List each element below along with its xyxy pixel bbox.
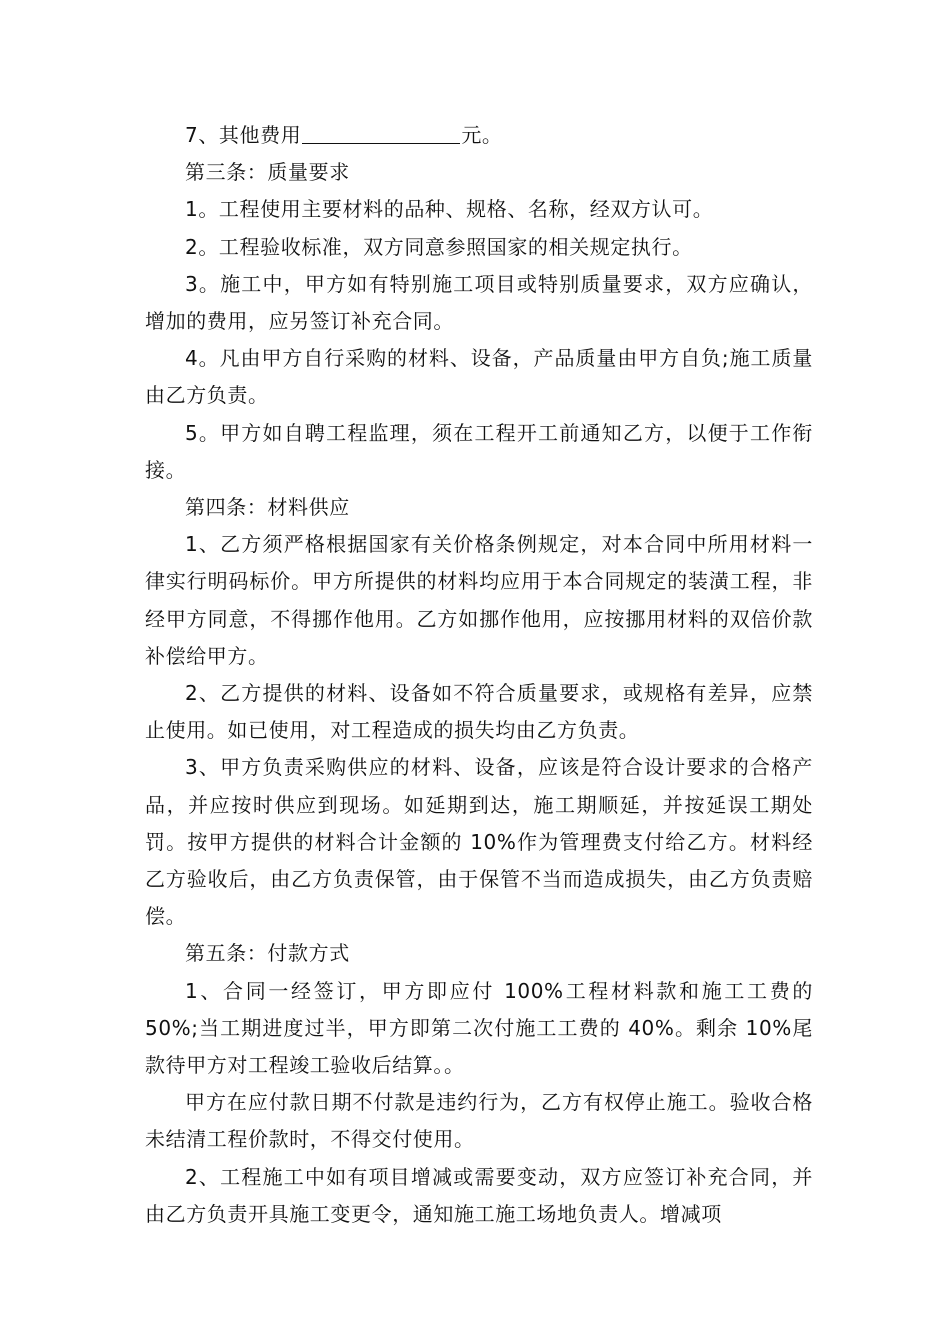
fee-blank <box>302 123 460 144</box>
fee-line <box>145 117 813 154</box>
paragraph: 2、乙方提供的材料、设备如不符合质量要求，或规格有差异，应禁止使用。如已使用，对工程造成的损失均由乙方负责。 <box>145 681 813 743</box>
paragraph: 甲方在应付款日期不付款是违约行为，乙方有权停止施工。验收合格未结清工程价款时，不得交付使用。 <box>145 1090 813 1152</box>
paragraph: 1、合同一经签订，甲方即应付 100%工程材料款和施工工费的 50%;当工期进度过半，甲方即第二次付施工工费的 40%。剩余 10%尾款待甲方对工程竣工验收后结算。。 <box>145 978 813 1078</box>
paragraph: 3。施工中，甲方如有特别施工项目或特别质量要求，双方应确认，增加的费用，应另签订补充合同。 <box>145 271 813 334</box>
fee-line-suffix: 元。 <box>461 123 503 147</box>
section-heading-materials: 第四条：材料供应 <box>185 495 350 520</box>
paragraph: 2、工程施工中如有项目增减或需要变动，双方应签订补充合同，并由乙方负责开具施工变更令，通知施工施工场地负责人。增减项 <box>145 1164 813 1226</box>
paragraph: 5。甲方如自聘工程监理，须在工程开工前通知乙方，以便于工作衔接。 <box>145 420 813 482</box>
paragraph: 2。工程验收标准，双方同意参照国家的相关规定执行。 <box>185 234 693 259</box>
paragraph: 3、甲方负责采购供应的材料、设备，应该是符合设计要求的合格产品，并应按时供应到现场。如延期到达，施工期顺延，并按延误工期处罚。按甲方提供的材料合计金额的 10%作为管理费支付给乙方。材料经乙方验收后，由乙方负责保管，由于保管不当而造成损失，由乙方负责赔偿。 <box>145 755 813 929</box>
paragraph: 1、乙方须严格根据国家有关价格条例规定，对本合同中所用材料一律实行明码标价。甲方所提供的材料均应用于本合同规定的装潢工程，非经甲方同意，不得挪作他用。乙方如挪作他用，应按挪用材料的双倍价款补偿给甲方。 <box>145 532 813 668</box>
section-heading-quality: 第三条：质量要求 <box>185 160 350 185</box>
fee-line-prefix: 7、其他费用 <box>185 123 302 147</box>
paragraph: 4。凡由甲方自行采购的材料、设备，产品质量由甲方自负;施工质量由乙方负责。 <box>145 346 813 408</box>
document-body <box>145 117 813 1233</box>
section-heading-payment: 第五条：付款方式 <box>185 941 350 966</box>
paragraph: 1。工程使用主要材料的品种、规格、名称，经双方认可。 <box>185 197 714 222</box>
